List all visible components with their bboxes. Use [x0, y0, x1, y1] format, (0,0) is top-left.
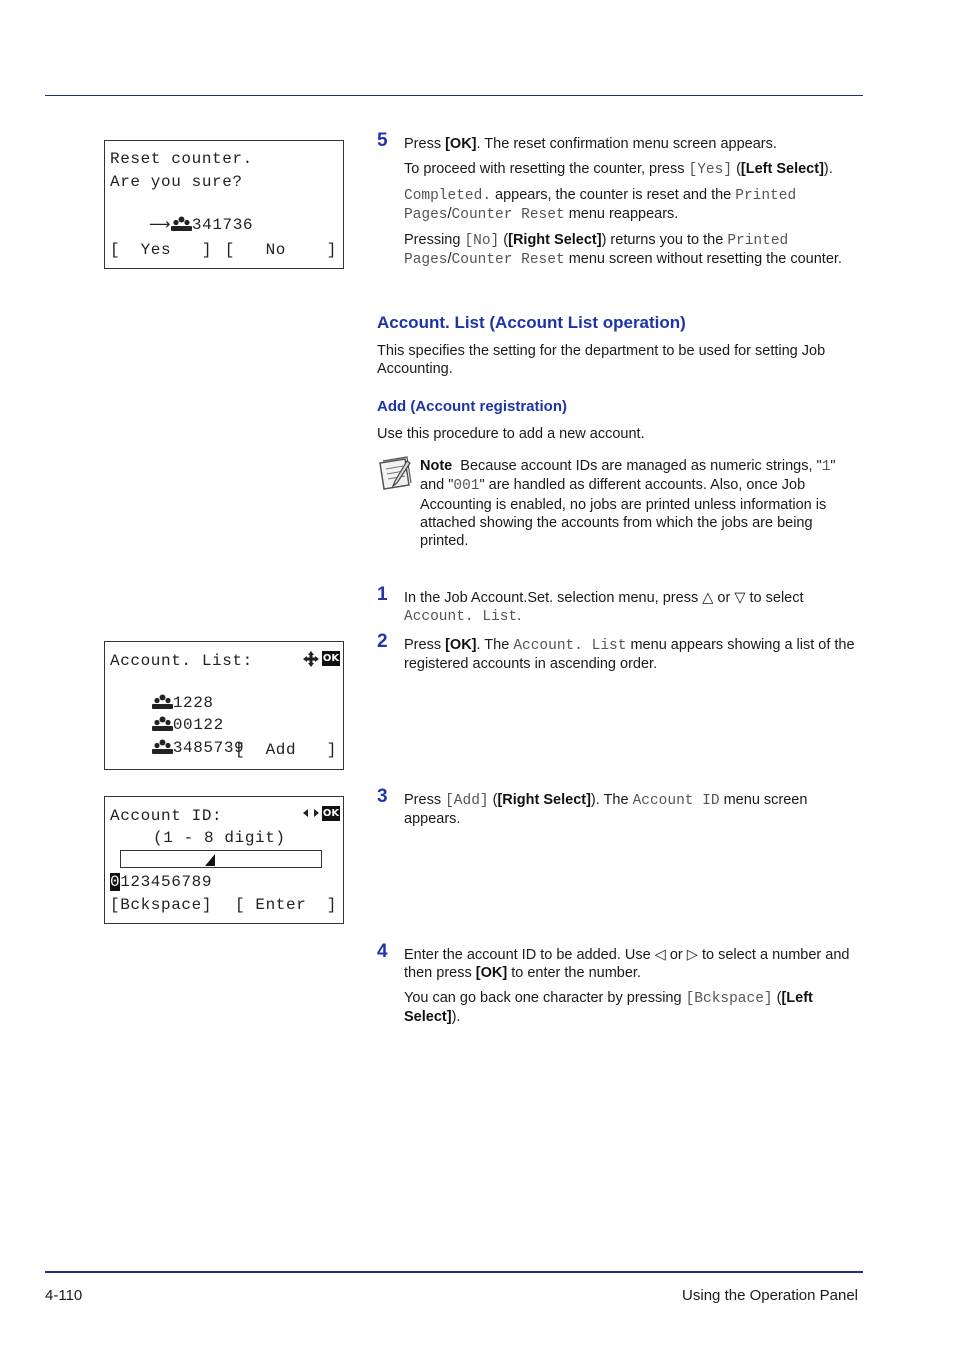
- enter-button-label[interactable]: [ Enter ]: [234, 896, 337, 914]
- account-id: 3485739: [172, 739, 245, 757]
- step-paragraph: To proceed with resetting the counter, press [Yes] ([Left Select]).: [404, 161, 833, 178]
- step-number: 1: [377, 584, 388, 605]
- no-button-label[interactable]: [ No ]: [224, 241, 337, 259]
- step-paragraph: Press [Add] ([Right Select]). The Account ID menu screen appears.: [404, 792, 808, 827]
- digit-options: 123456789: [120, 873, 213, 891]
- step-body: [404, 636, 864, 680]
- arrow-right-icon: ⟶: [148, 215, 171, 233]
- sub-text: Use this procedure to add a new account.: [377, 426, 645, 442]
- ok-key-icon: OK: [322, 653, 340, 664]
- digit-selector[interactable]: [110, 872, 212, 892]
- step-paragraph: In the Job Account.Set. selection menu, press △ or ▽ to select Account. List.: [404, 590, 804, 625]
- ok-key-icon: OK: [322, 808, 340, 819]
- footer-section-title: Using the Operation Panel: [682, 1287, 858, 1304]
- caret-marker-icon: [205, 854, 215, 866]
- step-body: [404, 589, 844, 633]
- note-pad-icon: [377, 455, 415, 491]
- note-text: Note Because account IDs are managed as numeric strings, "1" and "001" are handled as different accounts. Also, once Job Accounting is enabled, no jobs are printed unless information is attached showing the accounts from which the jobs are being printed.: [420, 458, 836, 550]
- lcd-title: Account. List:: [110, 652, 253, 670]
- step-paragraph: You can go back one character by pressing [Bckspace] ([Left Select]).: [404, 990, 813, 1025]
- selected-digit: 0: [110, 873, 121, 891]
- reset-counter-screen: [104, 140, 344, 269]
- left-right-arrows-icon: [303, 808, 319, 818]
- step-paragraph: Press [OK]. The reset confirmation menu screen appears.: [404, 136, 777, 152]
- step-number: 4: [377, 941, 388, 962]
- add-button-label[interactable]: [ Add ]: [234, 741, 337, 759]
- footer-rule: [45, 1271, 863, 1273]
- step-number: 2: [377, 631, 388, 652]
- note-label: Note: [420, 458, 453, 474]
- header-rule: [45, 95, 863, 96]
- lcd-line: Are you sure?: [110, 173, 243, 191]
- step-body: [404, 791, 844, 835]
- account-list-screen: [104, 641, 344, 770]
- page-number: 4-110: [45, 1287, 83, 1304]
- account-id: 00122: [172, 716, 224, 734]
- yes-button-label[interactable]: [ Yes ]: [110, 241, 213, 259]
- account-id: 1228: [172, 694, 214, 712]
- step-body: [404, 135, 864, 276]
- step-paragraph: Enter the account ID to be added. Use ◁ or ▷ to select a number and then press [OK] to enter the number.: [404, 947, 850, 981]
- account-icon: [152, 739, 173, 754]
- id-input-field[interactable]: [120, 850, 322, 868]
- account-id-screen: [104, 796, 344, 924]
- sub-heading: Add (Account registration): [377, 398, 567, 415]
- account-icon: [171, 216, 192, 231]
- step-paragraph: Press [OK]. The Account. List menu appears showing a list of the registered accounts in ascending order.: [404, 637, 855, 672]
- account-row[interactable]: [111, 718, 244, 778]
- section-text: This specifies the setting for the department to be used for setting Job Accounting.: [377, 343, 826, 377]
- lcd-line: Reset counter.: [110, 150, 253, 168]
- section-heading: Account. List (Account List operation): [377, 313, 686, 332]
- step-paragraph: Pressing [No] ([Right Select]) returns you to the Printed Pages/Counter Reset menu screen without resetting the counter.: [404, 232, 842, 268]
- four-way-arrows-icon: [303, 651, 319, 667]
- digit-range: (1 - 8 digit): [153, 829, 286, 847]
- bckspace-button-label[interactable]: [Bckspace]: [110, 896, 213, 914]
- lcd-title: Account ID:: [110, 807, 223, 825]
- step-paragraph: Completed. appears, the counter is reset and the Printed Pages/Counter Reset menu reappears.: [404, 187, 797, 223]
- step-number: 5: [377, 130, 388, 151]
- step-number: 3: [377, 786, 388, 807]
- step-body: [404, 946, 864, 1033]
- counter-value: 341736: [191, 216, 254, 234]
